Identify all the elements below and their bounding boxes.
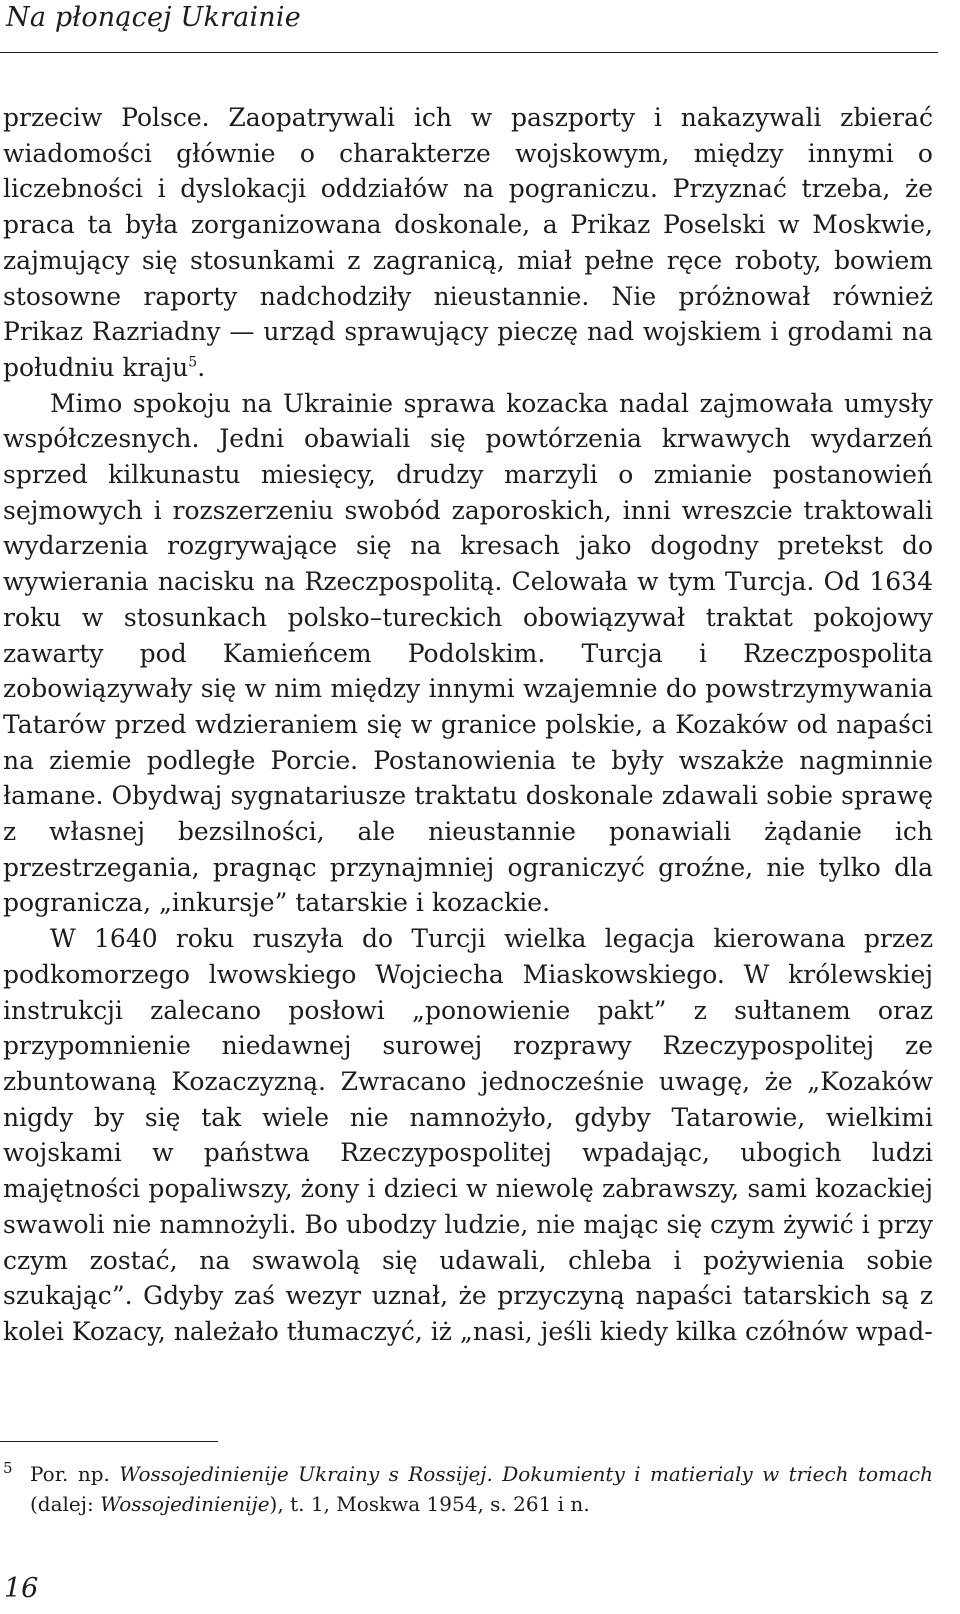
paragraph-3: W 1640 roku ruszyła do Turcji wielka legacja kierowana przez podkomorzego lwowskiego Wojciecha Miaskowskiego. W królewskiej instrukcji zalecano posłowi „ponowienie pakt” z sułtanem oraz przypomnienie niedawnej surowej rozprawy Rzeczypospolitej ze zbuntowaną Kozaczyzną. Zwracano jednocześnie uwagę, że „Kozaków nigdy by się tak wiele nie namnożyło, gdyby Tatarowie, wielkimi wojskami w państwa Rzeczypospolitej wpadając, ubogich ludzi majętności popaliwszy, żony i dzieci w niewolę zabrawszy, sami kozackiej swawoli nie namnożyli. Bo ubodzy ludzie, nie mając się czym żywić i przy czym zostać, na swawolą się udawali, chleba i pożywienia sobie szukając”. Gdyby zaś wezyr uznał, że przyczyną napaści tatarskich są z kolei Kozacy, należało tłumaczyć, iż „nasi, jeśli kiedy kilka czółnów wpad- [3,924,933,1346]
header-rule [0,52,938,53]
paragraph-1-end: . [197,352,206,382]
footnote-mid: (dalej: [30,1492,101,1516]
footnote-title: Wossojedinienije Ukrainy s Rossijej. Dokumienty i matierialy w triech tomach [119,1462,933,1486]
footnote-text [30,1459,933,1519]
footnote-rule [0,1441,218,1442]
footnote-marker: 5 [3,1459,13,1477]
footnote-short-title: Wossojedinienije [100,1492,270,1516]
paragraph-1-text: przeciw Polsce. Zaopatrywali ich w paszporty i nakazywali zbierać wiadomości głównie o charakterze wojskowym, między innymi o liczebności i dyslokacji oddziałów na pograniczu. Przyznać trzeba, że praca ta była zorganizowana doskonale, a Prikaz Poselski w Moskwie, zajmujący się stosunkami z zagranicą, miał pełne ręce roboty, bowiem stosowne raporty nadchodziły nieustannie. Nie próżnował również Prikaz Razriadny — urząd sprawujący pieczę nad wojskiem i grodami na południu kraju [3,103,933,382]
running-title: Na płonącej Ukrainie [6,2,301,33]
footnote-lead: Por. np. [30,1462,120,1486]
page-number: 16 [4,1573,39,1604]
footnote [3,1459,933,1519]
body-text [3,100,933,1350]
paragraph-2: Mimo spokoju na Ukrainie sprawa kozacka nadal zajmowała umysły współczesnych. Jedni obawiali się powtórzenia krwawych wydarzeń sprzed kilkunastu miesięcy, drudzy marzyli o zmianie postanowień sejmowych i rozszerzeniu swobód zaporoskich, inni wreszcie traktowali wydarzenia rozgrywające się na kresach jako dogodny pretekst do wywierania nacisku na Rzeczpospolitą. Celowała w tym Turcja. Od 1634 roku w stosunkach polsko–tureckich obowiązywał traktat pokojowy zawarty pod Kamieńcem Podolskim. Turcja i Rzeczpospolita zobowiązywały się w nim między innymi wzajemnie do powstrzymywania Tatarów przed wdzieraniem się w granice polskie, a Kozaków od napaści na ziemie podległe Porcie. Postanowienia te były wszakże nagminnie łamane. Obydwaj sygnatariusze traktatu doskonale zdawali sobie sprawę z własnej bezsilności, ale nieustannie ponawiali żądanie ich przestrzegania, pragnąc przynajmniej ograniczyć groźne, nie tylko dla pogranicza, „inkursje” tatarskie i kozackie. [3,388,933,918]
paragraph-1 [3,100,933,386]
footnote-reference[interactable]: 5 [188,354,198,371]
footnote-citation: ), t. 1, Moskwa 1954, s. 261 i n. [269,1492,590,1516]
